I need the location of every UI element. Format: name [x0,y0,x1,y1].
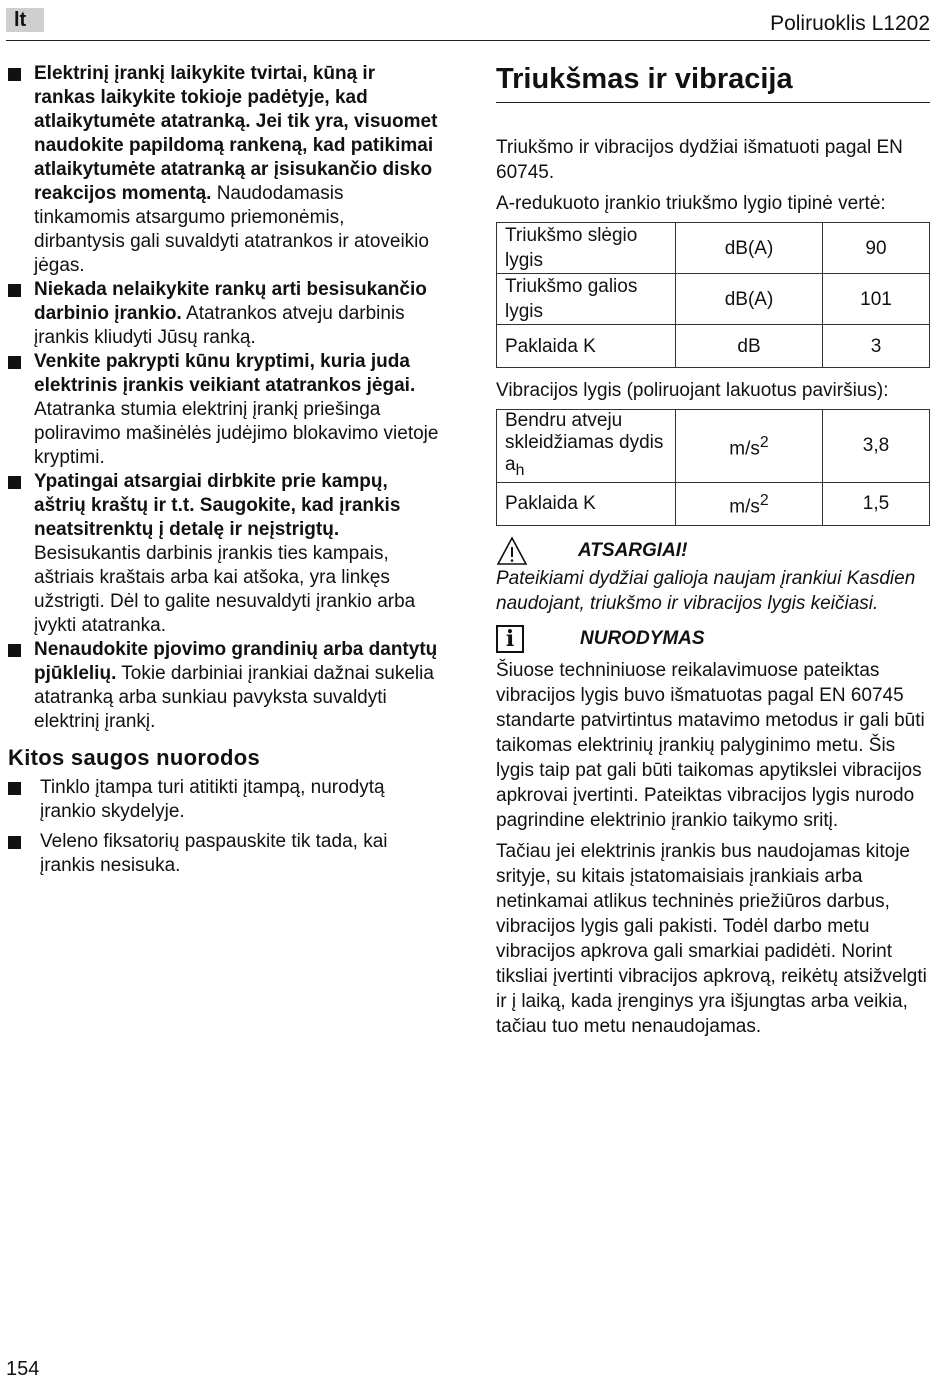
bullet-text: Besisukantis darbinis įrankis ties kampais, aštriais kraštais arba kai atšoka, yra linkęs užstrigti. Dėl to galite nesuvaldyti įrankio arba įvykti atatranka. [34,543,416,636]
bullet-square-icon [8,782,21,795]
note-header [496,622,930,656]
safety-item-text: Veleno fiksatorių paspauskite tik tada, kai įrankis nesisuka. [40,831,388,876]
table-cell-label [497,410,676,483]
caution-header [496,536,930,566]
noise-table [496,222,930,368]
bullet-bold-text: Venkite pakrypti kūnu kryptimi, kuria juda elektrinis įrankis veikiant atatrankos jėgai. [34,351,416,396]
table-cell-unit: dB(A) [676,223,823,274]
table-cell-value: 101 [823,274,930,325]
superscript: 2 [759,434,769,452]
list-item [8,776,440,824]
vibration-intro-text: Vibracijos lygis (poliruojant lakuotus paviršius): [496,380,889,401]
note-label: NURODYMAS [580,628,705,650]
bullet-text: Naudodamasis tinkamomis atsargumo priemonėmis, dirbantysis gali suvaldyti atatrankos ir atoveikio jėgas. [34,183,429,276]
list-item [8,350,440,470]
list-item [8,62,440,278]
table-row [497,410,930,483]
bullet-bold-text: Elektrinį įrankį laikykite tvirtai, kūną ir rankas laikykite tokioje padėtyje, kad atlaikytumėte atatranką. Jei tik yra, visuomet naudokite papildomą rankeną, kad patikimai atlaikytumėte atatranką ar įsisukančio disko reakcijos momentą. [34,63,438,204]
caution-label: ATSARGIAI! [578,540,688,562]
table-cell-label-text: Bendru atveju skleidžiamas dydis a [505,410,664,475]
table-cell-unit [676,482,823,525]
note-paragraph: Šiuose techniniuose reikalavimuose pateiktas vibracijos lygis buvo išmatuotas pagal EN 60745 standarte patvirtintus matavimo metodus ir gali būti taikomas elektrinių įrankių palyginimo metu. Šis lygis taip pat gali būti taikomas apytikslei vibracijos apkrovai įvertinti. Pateiktas vibracijos lygis nurodo pagrindine elektrinio įrankio taikymo sritį. [496,659,925,831]
bullet-square-icon [8,476,21,489]
table-cell-value: 90 [823,223,930,274]
list-item [8,470,440,638]
bullet-square-icon [8,644,21,657]
language-tag: lt [6,8,44,32]
bullet-text: Atatranka stumia elektrinį įrankį priešinga poliravimo mašinėlės judėjimo blokavimo vietoje kryptimi. [34,399,439,468]
table-row [497,274,930,325]
table-cell-label: Paklaida K [497,325,676,368]
list-item [8,638,440,734]
bullet-text: Tokie darbiniai įrankiai dažnai sukelia atatranką arba sunkiau pavyksta suvaldyti elektrinį įrankį. [34,663,434,732]
subscript: h [515,461,525,479]
table-row [497,223,930,274]
section-title: Triukšmas ir vibracija [496,60,930,103]
note-paragraph: Tačiau jei elektrinis įrankis bus naudojamas kitoje srityje, su kitais įstatomaisiais įrankiais arba netinkamai atlikus techninės priežiūros darbus, vibracijos lygis gali pakisti. Todėl darbo metu vibracijos apkrova gali smarkiai padidėti. Norint tiksliai įvertinti vibracijos apkrovą, reikėtų atsižvelgti ir į laiką, kada įrenginys yra išjungtas arba veikia, tačiau tuo metu nenaudojamas. [496,840,927,1037]
bullet-square-icon [8,356,21,369]
table-cell-unit: dB(A) [676,274,823,325]
bullet-bold-text: Niekada nelaikykite rankų arti besisukančio darbinio įrankio. [34,279,427,324]
bullet-bold-text: Ypatingai atsargiai dirbkite prie kampų, aštrių kraštų ir t.t. Saugokite, kad įrankis neatsitrenktų į detalę ir neįstrigtų. [34,471,401,540]
table-cell-unit: dB [676,325,823,368]
page-number: 154 [6,1358,40,1380]
intro-text: Triukšmo ir vibracijos dydžiai išmatuoti pagal EN 60745. [496,137,903,183]
safety-item-text: Tinklo įtampa turi atitikti įtampą, nurodytą įrankio skydelyje. [40,777,385,822]
unit-text: m/s [729,496,760,518]
bullet-square-icon [8,284,21,297]
table-cell-label: Triukšmo galios lygis [497,274,676,325]
table-cell-value: 3 [823,325,930,368]
table-row [497,482,930,525]
bullet-bold-text: Nenaudokite pjovimo grandinių arba dantytų pjūklelių. [34,639,438,684]
table-row [497,325,930,368]
bullet-square-icon [8,836,21,849]
noise-intro-text: A-redukuoto įrankio triukšmo lygio tipinė vertė: [496,193,886,214]
table-cell-label: Triukšmo slėgio lygis [497,223,676,274]
caution-text: Pateikiami dydžiai galioja naujam įrankiui Kasdien naudojant, triukšmo ir vibracijos lygis keičiasi. [496,567,916,614]
header-divider [6,40,930,41]
table-cell-value: 1,5 [823,482,930,525]
bullet-square-icon [8,68,21,81]
right-column [496,60,930,1045]
list-item [8,830,440,878]
superscript: 2 [759,492,769,510]
document-title: Poliruoklis L1202 [770,12,930,35]
warning-triangle-icon [496,536,528,566]
table-cell-unit [676,410,823,483]
left-column [8,62,440,884]
table-cell-label-text: Paklaida K [505,493,596,515]
vibration-table [496,409,930,526]
bullet-text: Atatrankos atveju darbinis įrankis kliudyti Jūsų ranką. [34,303,405,348]
safety-heading: Kitos saugos nuorodos [8,745,260,770]
unit-text: m/s [729,438,760,460]
table-cell-value: 3,8 [823,410,930,483]
list-item [8,278,440,350]
table-cell-label [497,482,676,525]
info-icon: i [496,625,524,653]
